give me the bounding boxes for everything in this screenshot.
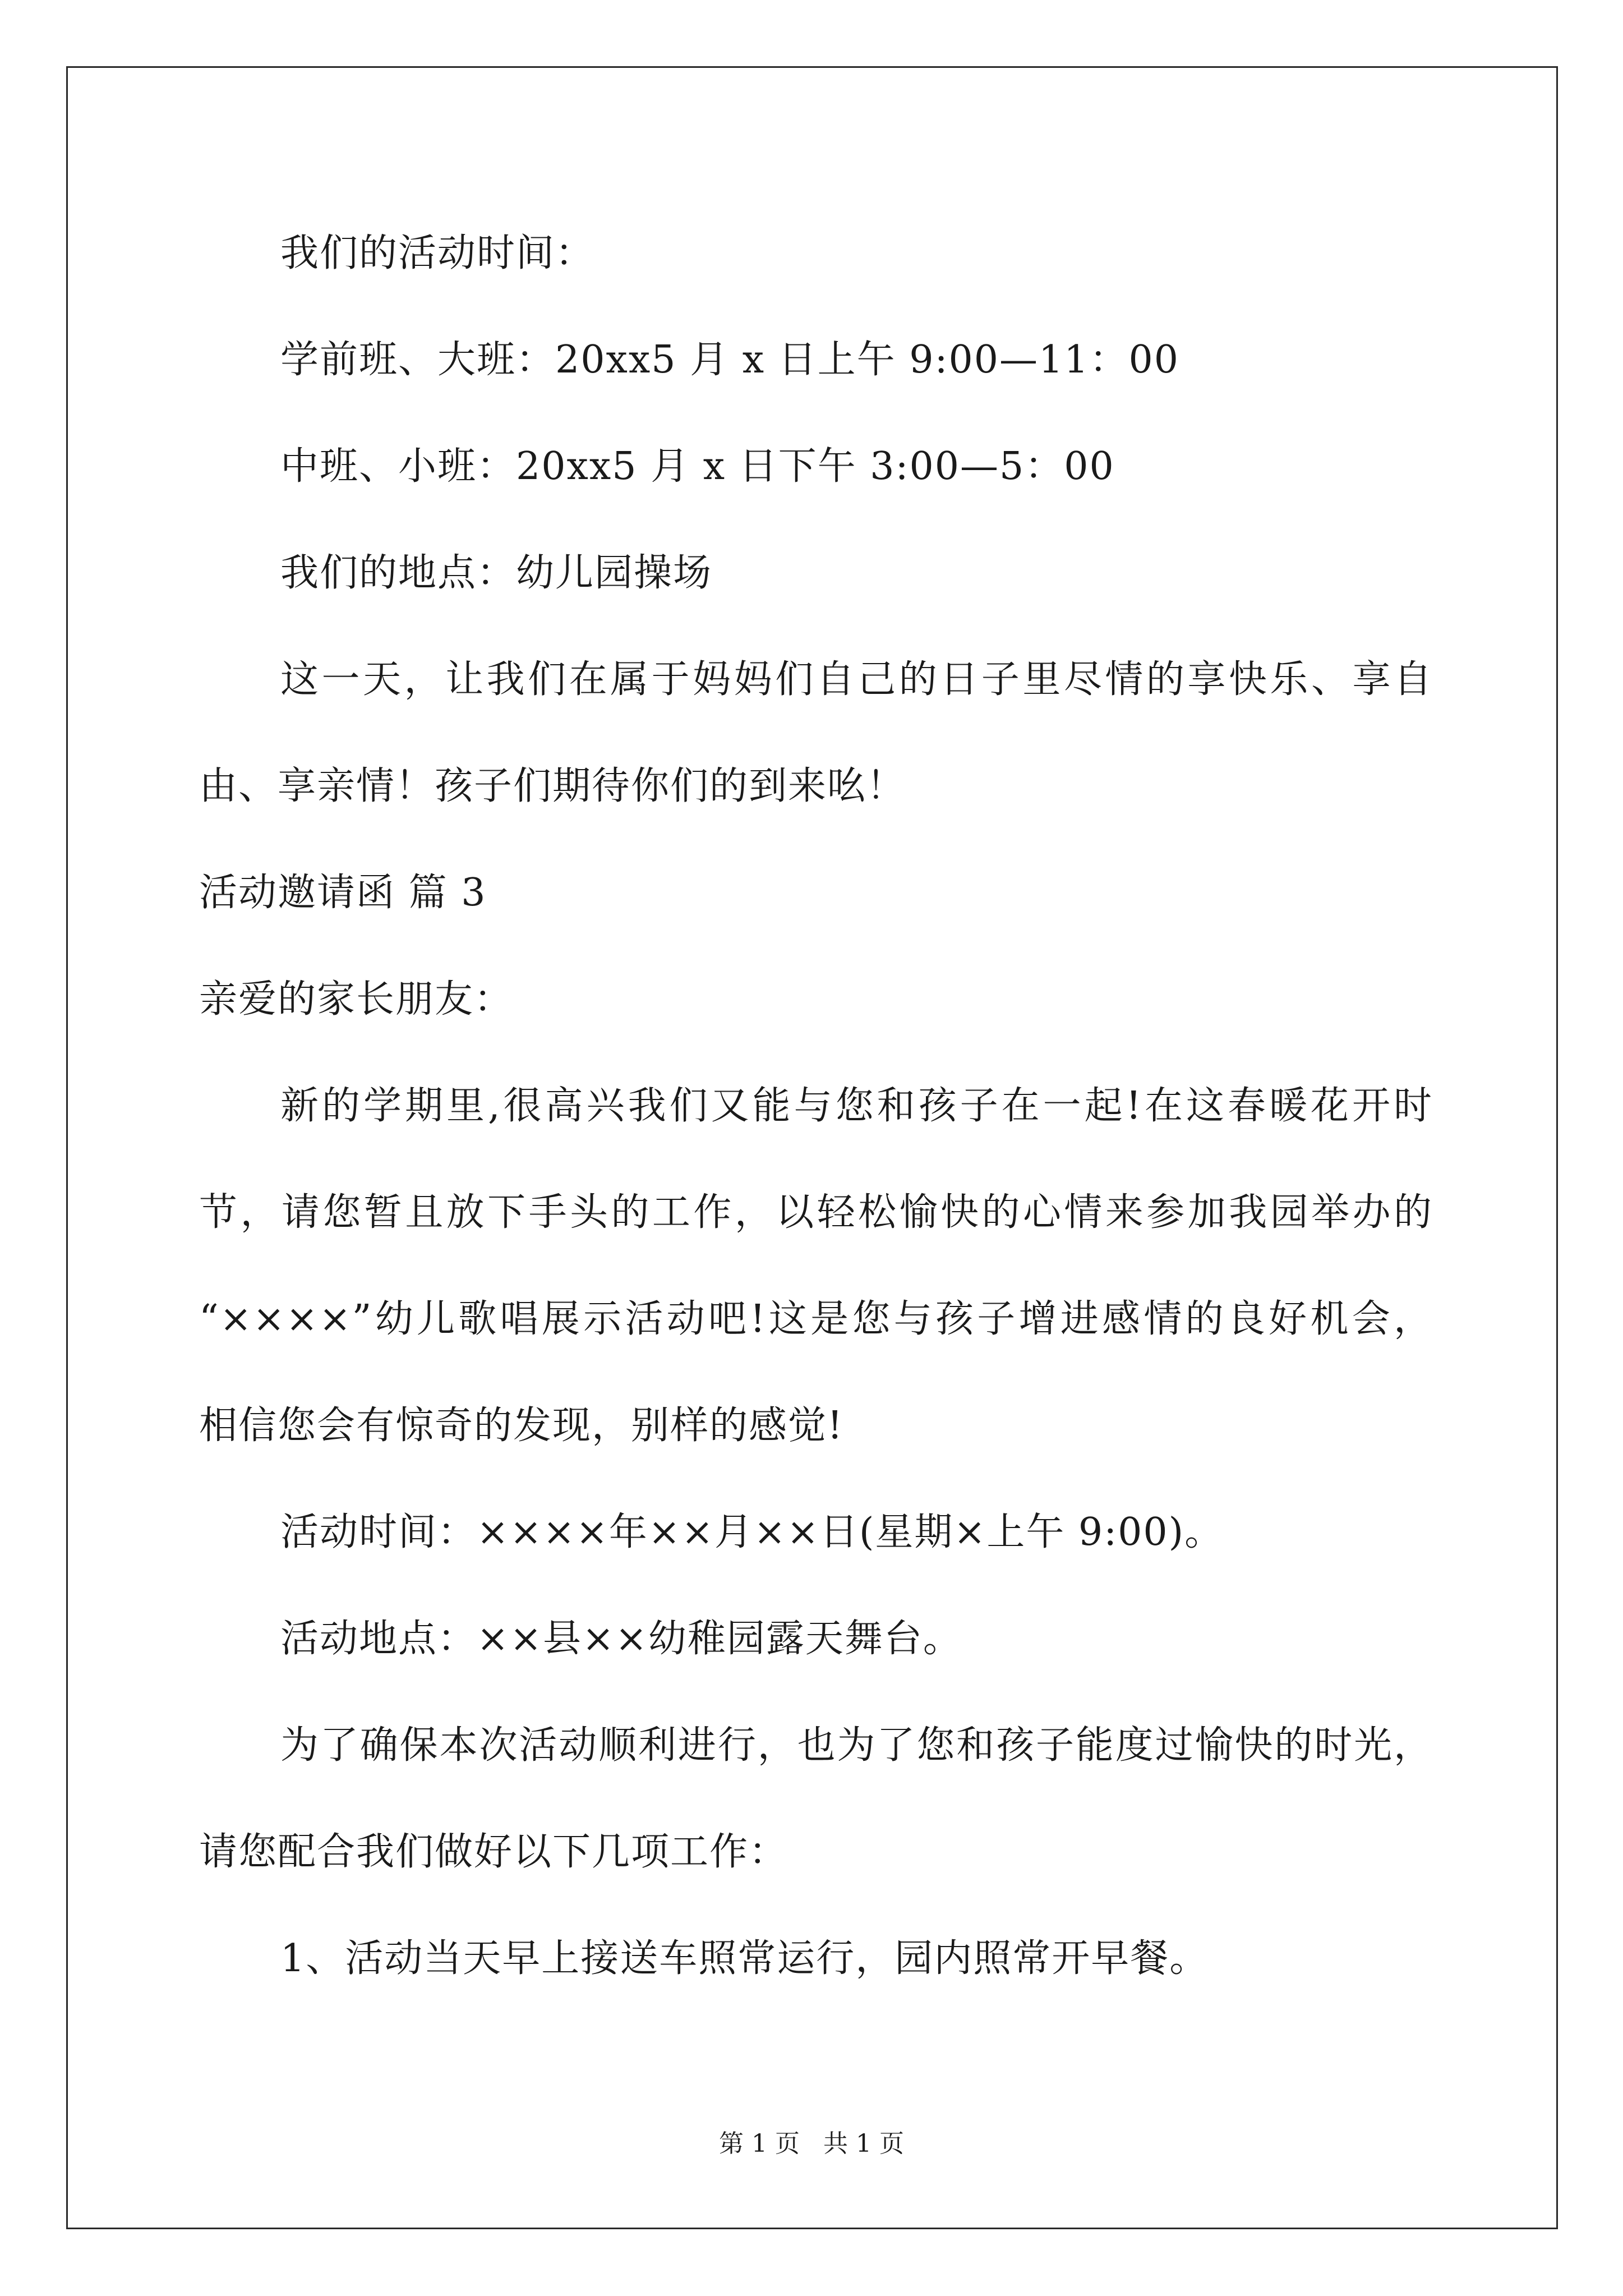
text-line: 这一天，让我们在属于妈妈们自己的日子里尽情的享快乐、享自 (280, 657, 1433, 702)
text-line: “××××”幼儿歌唱展示活动吧!这是您与孩子增进感情的良好机会， (199, 1297, 1433, 1341)
text-line: 相信您会有惊奇的发现，别样的感觉! (199, 1404, 844, 1448)
text-line: 中班、小班：20xx5 月 x 日下午 3:00—5：00 (280, 444, 1115, 489)
text-line: 我们的活动时间： (280, 231, 595, 275)
section-heading: 活动邀请函 篇 3 (199, 871, 487, 915)
text-line: 学前班、大班：20xx5 月 x 日上午 9:00—11：00 (280, 338, 1180, 382)
page-footer (0, 2129, 1623, 2158)
page-total: 共 1 页 (823, 2129, 904, 2158)
text-line: 节，请您暂且放下手头的工作，以轻松愉快的心情来参加我园举办的 (199, 1190, 1433, 1235)
text-line: 我们的地点：幼儿园操场 (280, 551, 713, 595)
text-line: 为了确保本次活动顺利进行，也为了您和孩子能度过愉快的时光， (280, 1723, 1433, 1768)
salutation: 亲爱的家长朋友： (199, 977, 514, 1022)
text-line: 新的学期里,很高兴我们又能与您和孩子在一起!在这春暖花开时 (280, 1084, 1433, 1128)
text-line: 1、活动当天早上接送车照常运行，园内照常开早餐。 (280, 1936, 1209, 1981)
text-line: 请您配合我们做好以下几项工作： (199, 1830, 789, 1874)
text-line: 活动时间：××××年××月××日(星期×上午 9:00)。 (280, 1510, 1224, 1554)
text-line: 活动地点：××县××幼稚园露天舞台。 (280, 1617, 962, 1661)
text-line: 由、享亲情！孩子们期待你们的到来吆！ (199, 764, 906, 808)
page-border (66, 66, 1558, 2229)
page-number: 第 1 页 (719, 2129, 800, 2158)
